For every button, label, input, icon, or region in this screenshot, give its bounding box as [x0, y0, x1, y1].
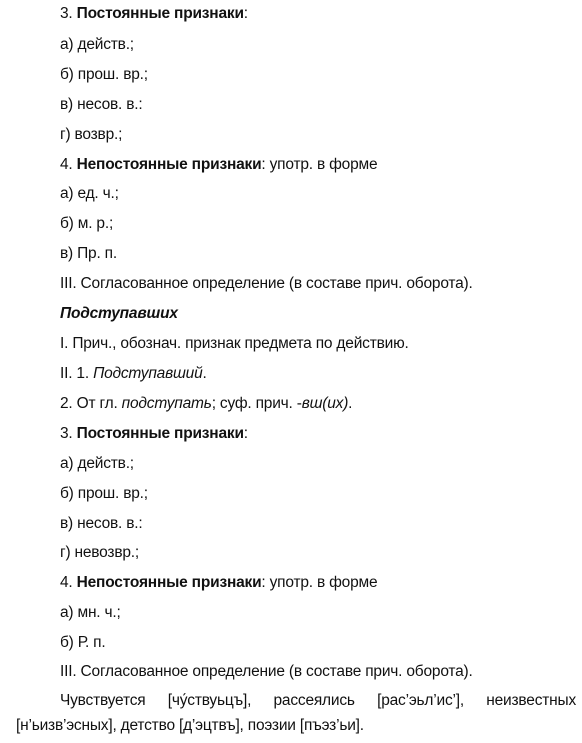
point-mid: ; суф. прич. - — [211, 395, 302, 412]
feature-a: а) действ.; — [60, 455, 134, 472]
point-prefix: II. 1. — [60, 365, 94, 382]
source-verb: подступать — [121, 395, 212, 412]
point-end: . — [202, 365, 207, 382]
point-ii-initial-form — [60, 364, 207, 384]
point-number: 4. — [60, 574, 77, 591]
feature-v: в) несов. в.: — [60, 96, 143, 113]
feature-a2: а) мн. ч.; — [60, 604, 121, 621]
feature-v2: в) Пр. п. — [60, 245, 117, 262]
feature-b: б) прош. вр.; — [60, 485, 148, 502]
feature-a2: а) ед. ч.; — [60, 185, 119, 202]
feature-g: г) возвр.; — [60, 126, 123, 143]
feature-a: а) действ.; — [60, 36, 134, 53]
point-2-derivation — [60, 394, 352, 414]
transcription-paragraph: Чувствуется [чу́ствуьцъ], рассеялись [рас’эьл’ис’], неизвестных [н’ьизв’эсных], детство [д’эцтвъ], поэзии [пъэз’ьи]. — [16, 692, 576, 734]
point-4-variable-features — [60, 155, 377, 175]
point-3-constant-features — [60, 4, 248, 24]
point-number: 3. — [60, 425, 77, 442]
point-number: 4. — [60, 156, 77, 173]
initial-form-word: Подступавший — [93, 365, 203, 382]
point-title: Постоянные признаки — [76, 5, 244, 22]
point-prefix: 2. От гл. — [60, 395, 122, 412]
point-colon: : — [243, 425, 248, 442]
syntax-role: III. Согласованное определение (в составе прич. оборота). — [60, 663, 473, 680]
point-3-constant-features — [60, 424, 248, 444]
word-heading: Подступавших — [60, 305, 178, 322]
feature-b2: б) Р. п. — [60, 634, 106, 651]
syntax-role: III. Согласованное определение (в составе прич. оборота). — [60, 275, 473, 292]
point-number: 3. — [60, 5, 77, 22]
point-title: Постоянные признаки — [76, 425, 244, 442]
point-title: Непостоянные признаки — [76, 156, 262, 173]
feature-b: б) прош. вр.; — [60, 66, 148, 83]
point-title: Непостоянные признаки — [76, 574, 262, 591]
point-rest: : употр. в форме — [261, 574, 378, 591]
feature-v: в) несов. в.: — [60, 515, 143, 532]
point-end: . — [348, 395, 353, 412]
suffix: вш(их) — [301, 395, 349, 412]
point-colon: : — [243, 5, 248, 22]
feature-g: г) невозвр.; — [60, 544, 139, 561]
point-1-part-of-speech: I. Прич., обознач. признак предмета по действию. — [60, 335, 409, 352]
feature-b2: б) м. р.; — [60, 215, 114, 232]
point-rest: : употр. в форме — [261, 156, 378, 173]
point-4-variable-features — [60, 573, 377, 593]
